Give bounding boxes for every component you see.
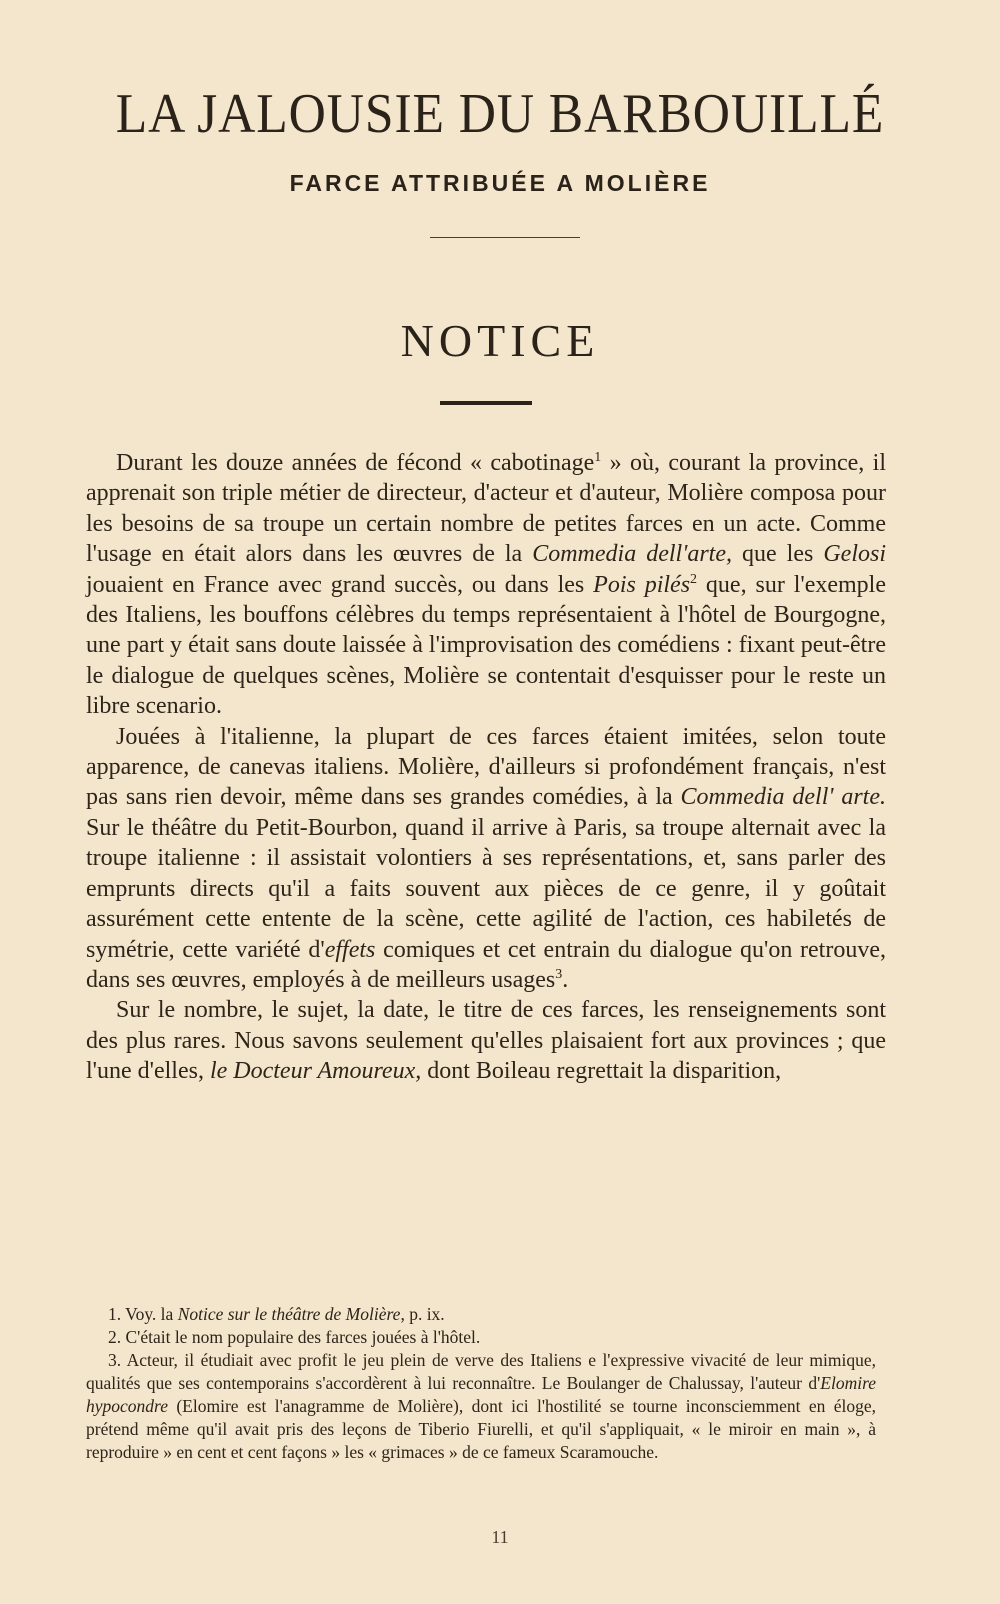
heading-divider	[440, 401, 532, 405]
text-span: dont Boileau regrettait la disparition,	[421, 1058, 782, 1085]
footnote-ref-1: 1	[594, 450, 602, 465]
italic-text: Notice sur le théâtre de Molière	[177, 1304, 401, 1324]
text-span: Jouées à l'italienne, la plupart de ces farces étaient imitées, selon toute apparence, de canevas italiens. Molière, d'ailleurs si profondément français, n'est pas sans rien devoir, même dans ses grandes comédies, à la	[86, 723, 886, 811]
text-span: Sur le nombre, le sujet, la date, le titre de ces farces, les renseignements sont des plus rares. Nous savons seulement qu'elles plaisaient fort aux provinces ; que l'une d'elles,	[86, 997, 886, 1085]
text-span: que les	[732, 541, 824, 568]
text-span: » où, courant la province, il apprenait son triple métier de directeur, d'acteur et d'auteur, Molière composa pour les besoins de sa troupe un certain nombre de petites farces en un acte. Comme l'usage en était alors dans les œuvres de la	[86, 450, 886, 568]
text-span: .	[562, 966, 569, 993]
notice-heading: NOTICE	[400, 315, 600, 366]
footnotes	[86, 1303, 876, 1464]
text-span: Durant les douze années de fécond « cabotinage	[116, 450, 595, 476]
text-span: , p. ix.	[400, 1304, 445, 1324]
text-span: 3. Acteur, il étudiait avec profit le jeu plein de verve des Italiens e l'expressive vivacité de leur mimique, qualités que ses contemporains s'accordèrent à lui reconnaître. Le Boulanger de Chalussay, l'auteur d'	[86, 1350, 876, 1393]
text-span: 1. Voy. la	[108, 1304, 178, 1324]
text-span: (Elomire est l'anagramme de Molière), dont ici l'hostilité se tourne inconsciemment en éloge, prétend même qu'il avait pris des leçons de Tiberio Fiurelli, et qu'il s'appliquait, « le miroir en main », à reproduire » en cent et cent façons » les « grimaces » de ce fameux Scaramouche.	[86, 1396, 876, 1462]
text-span: comiques et cet entrain du dialogue qu'on retrouve, dans ses œuvres, employés à de meilleurs usages	[86, 936, 886, 993]
italic-text: le Docteur Amoureux,	[209, 1058, 422, 1085]
italic-text: effets	[324, 936, 376, 963]
title-divider	[430, 237, 580, 238]
paragraph-1	[86, 448, 886, 722]
body-text	[86, 448, 886, 1087]
footnote-ref-3: 3	[555, 966, 563, 982]
footnote-1	[86, 1303, 876, 1326]
paragraph-2	[86, 722, 886, 996]
italic-text: Commedia dell' arte.	[680, 784, 886, 811]
text-span: que, sur l'exemple des Italiens, les bouffons célèbres du temps représentaient à l'hôtel de Bourgogne, une part y était sans doute laissée à l'improvisation des comédiens : fixant peut-être le dialogue de quelques scènes, Molière se contentait d'esquisser pour le reste un libre scenario.	[86, 571, 886, 720]
paragraph-3	[86, 995, 886, 1086]
play-title: LA JALOUSIE DU BARBOUILLÉ	[115, 83, 885, 145]
text-span: jouaient en France avec grand succès, ou dans les	[86, 571, 594, 598]
italic-text: Gelosi	[823, 541, 886, 568]
footnote-3	[86, 1349, 876, 1464]
page-number: 11	[491, 1527, 509, 1547]
italic-text: Elomire hypocondre	[86, 1373, 876, 1416]
text-span: Sur le théâtre du Petit-Bourbon, quand il arrive à Paris, sa troupe alternait avec la troupe italienne : il assistait volontiers à ses représentations, et, sans parler des emprunts directs qu'il a faits souvent aux pièces de ce genre, il y goûtait assurément cette entente de la scène, cette agilité de l'action, ces habiletés de symétrie, cette variété d'	[86, 814, 886, 963]
italic-text: Pois pilés	[593, 571, 691, 598]
footnote-2: 2. C'était le nom populaire des farces jouées à l'hôtel.	[108, 1327, 481, 1347]
play-subtitle: FARCE ATTRIBUÉE A MOLIÈRE	[289, 170, 711, 196]
italic-text: Commedia dell'arte,	[532, 541, 732, 568]
footnote-ref-2: 2	[690, 571, 698, 587]
